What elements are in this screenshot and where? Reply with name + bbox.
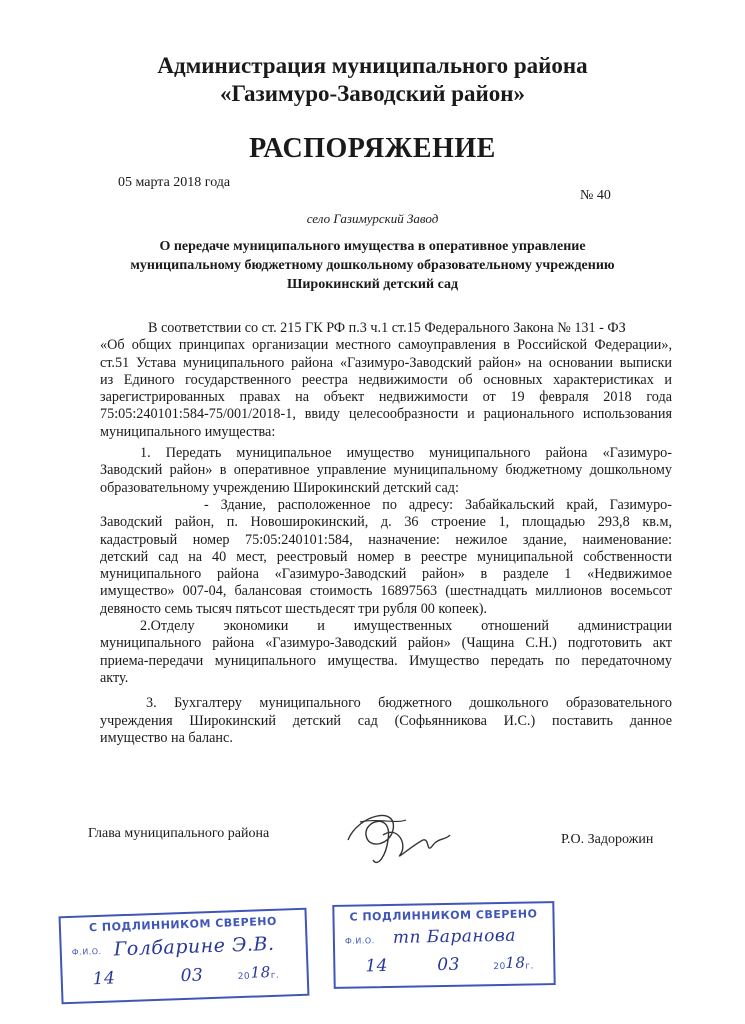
stamp-year-suffix: 18	[250, 962, 272, 982]
body-line: зарегистрированных правах на объект недвижимости от 19 февраля 2018 года	[100, 389, 672, 406]
body-line: Заводский район» в оперативное управление муниципальному бюджетному дошкольному	[100, 462, 672, 479]
document-date: 05 марта 2018 года	[118, 175, 231, 190]
body-line: 75:05:240101:584-75/001/2018-1, ввиду целесообразности и рационального использования	[100, 406, 672, 423]
document-place: село Газимурский Завод	[306, 211, 439, 226]
body-line: - Здание, расположенное по адресу: Забайкальский край, Газимуро-	[204, 496, 672, 513]
body-line: из Единого государственного реестра недвижимости об основных характеристиках и	[100, 371, 672, 388]
body-line: имущество» 007-04, балансовая стоимость 16897563 (шестнадцать миллионов восемьсот	[100, 583, 672, 600]
body-line: кадастровый номер 75:05:240101:584, назначение: нежилое здание, наименование:	[100, 531, 672, 548]
body-line: учреждения Широкинский детский сад (Софьянникова И.С.) поставить данное	[100, 712, 672, 729]
document-title	[0, 237, 745, 294]
signatory-name: Р.О. Задорожин	[561, 832, 654, 847]
title-line: Широкинский детский сад	[286, 277, 459, 292]
body-line: ст.51 Устава муниципального района «Газимуро-Заводский район» на основании выписки	[100, 354, 672, 371]
body-line: муниципального района «Газимуро-Заводский район» (Чащина С.Н.) подготовить акт	[100, 635, 672, 652]
title-line: муниципальному бюджетному дошкольному образовательному учреждению	[130, 258, 615, 273]
stamp-day: 14	[365, 955, 389, 977]
body-line: муниципального имущества:	[100, 423, 276, 440]
body-line: 2.Отделу экономики и имущественных отношений администрации	[140, 618, 672, 635]
certification-stamp	[332, 901, 555, 989]
body-line: 3. Бухгалтеру муниципального бюджетного дошкольного образовательного	[146, 695, 672, 712]
stamp-year-end: г.	[525, 961, 535, 972]
stamp-title: С ПОДЛИННИКОМ СВЕРЕНО	[88, 914, 278, 935]
body-line: муниципального района «Газимуро-Заводский район» в разделе 1 «Недвижимое	[100, 566, 672, 583]
organization-name-line2: «Газимуро-Заводский район»	[219, 81, 526, 106]
stamp-year-prefix: 20	[237, 971, 251, 983]
stamp-fio-label: Ф.И.О.	[344, 936, 375, 946]
stamp-fio-label: Ф.И.О.	[71, 946, 102, 957]
stamp-year-prefix: 20	[493, 961, 506, 973]
document-type: РАСПОРЯЖЕНИЕ	[249, 133, 496, 164]
body-line: детский сад на 40 мест, реестровый номер в реестре муниципальной собственности	[100, 548, 672, 565]
body-line: «Об общих принципах организации местного самоуправления в Российской Федерации»,	[100, 337, 672, 354]
certification-stamp	[59, 908, 310, 1005]
stamp-year-end: г.	[270, 970, 280, 981]
body-line: имущество на баланс.	[100, 729, 233, 746]
signature-position: Глава муниципального района	[88, 826, 270, 841]
body-line: Заводский район, п. Новоширокинский, д. 36 строение 1, площадью 293,8 кв.м,	[100, 514, 672, 531]
stamp-title: С ПОДЛИННИКОМ СВЕРЕНО	[349, 907, 538, 924]
title-line: О передаче муниципального имущества в оперативное управление	[159, 239, 586, 254]
stamp-month: 03	[437, 954, 461, 976]
stamp-handwritten-name: тп Баранова	[392, 925, 517, 948]
body-line: акту.	[100, 669, 129, 686]
body-line: образовательному учреждению Широкинский детский сад:	[100, 479, 459, 496]
body-line: девяносто семь тысяч пятьсот шестьдесят три рубля 00 копеек).	[100, 600, 488, 617]
stamp-handwritten-name: Голбарине Э.В.	[113, 932, 275, 961]
organization-name-line1: Администрация муниципального района	[157, 53, 588, 78]
stamp-year-suffix: 18	[505, 953, 526, 972]
document-body	[100, 320, 672, 747]
body-line: приема-передачи муниципального имущества. Имущество передать по передаточному	[100, 652, 672, 669]
handwritten-signature	[338, 800, 458, 880]
body-line: 1. Передать муниципальное имущество муниципального района «Газимуро-	[140, 445, 672, 462]
stamp-month: 03	[180, 965, 204, 987]
stamp-day: 14	[92, 968, 116, 990]
document-number: № 40	[580, 188, 611, 203]
body-line: В соответствии со ст. 215 ГК РФ п.3 ч.1 ст.15 Федерального Закона № 131 - ФЗ	[148, 320, 626, 336]
